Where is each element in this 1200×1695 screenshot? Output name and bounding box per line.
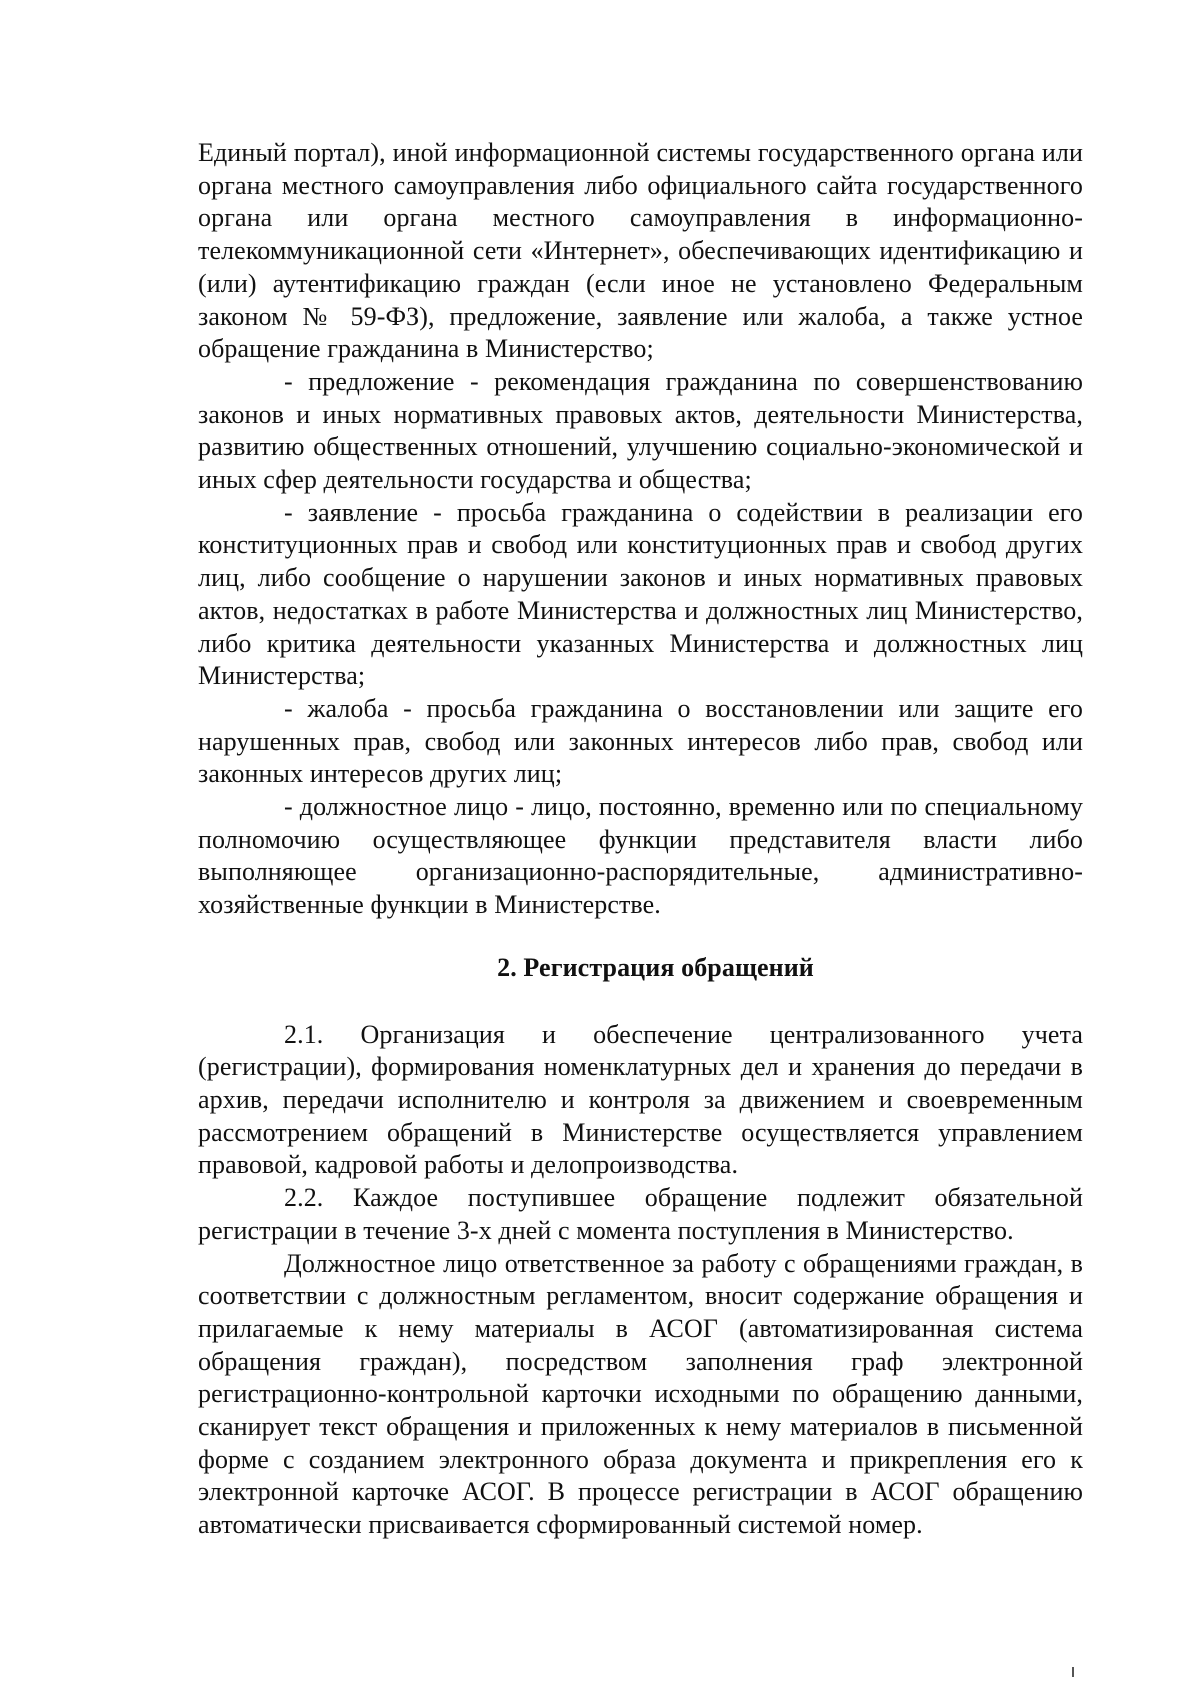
document-body — [198, 137, 1083, 1542]
paragraph-2-2: 2.2. Каждое поступившее обращение подлежит обязательной регистрации в течение 3-х дней с момента поступления в Министерство. — [198, 1183, 1083, 1245]
paragraph-2-1: 2.1. Организация и обеспечение централизованного учета (регистрации), формирования номенклатурных дел и хранения до передачи в архив, передачи исполнителю и контроля за движением и своевременным рассмотрением обращений в Министерстве осуществляется управлением правовой, кадровой работы и делопроизводства. — [198, 1019, 1083, 1180]
paragraph-official-definition: - должностное лицо - лицо, постоянно, временно или по специальному полномочию осуществляющее функции представителя власти либо выполняющее организационно-распорядительные, административно-хозяйственные функции в Министерстве. — [198, 792, 1083, 920]
paragraph-portal-definition: Единый портал), иной информационной системы государственного органа или органа местного самоуправления либо официального сайта государственного органа или органа местного самоуправления в информационно-телекоммуникационной сети «Интернет», обеспечивающих идентификацию и (или) аутентификацию граждан (если иное не установлено Федеральным законом № 59-ФЗ), предложение, заявление или жалоба, а также устное обращение гражданина в Министерство; — [198, 138, 1083, 364]
paragraph-registration-procedure: Должностное лицо ответственное за работу с обращениями граждан, в соответствии с должностным регламентом, вносит содержание обращения и прилагаемые к нему материалы в АСОГ (автоматизированная система обращения граждан), посредством заполнения граф электронной регистрационно-контрольной карточки исходными по обращению данными, сканирует текст обращения и приложенных к нему материалов в письменной форме с созданием электронного образа документа и прикрепления его к электронной карточке АСОГ. В процессе регистрации в АСОГ обращению автоматически присваивается сформированный системой номер. — [198, 1248, 1083, 1540]
paragraph-complaint-definition: - жалоба - просьба гражданина о восстановлении или защите его нарушенных прав, свобод или законных интересов либо прав, свобод или законных интересов других лиц; — [198, 693, 1083, 789]
scan-artifact-mark — [1072, 1667, 1074, 1677]
paragraph-statement-definition: - заявление - просьба гражданина о содействии в реализации его конституционных прав и свобод или конституционных прав и свобод других лиц, либо сообщение о нарушении законов и иных нормативных правовых актов, недостатках в работе Министерства и должностных лиц Министерство, либо критика деятельности указанных Министерства и должностных лиц Министерства; — [198, 497, 1083, 691]
paragraph-proposal-definition: - предложение - рекомендация гражданина по совершенствованию законов и иных нормативных правовых актов, деятельности Министерства, развитию общественных отношений, улучшению социально-экономической и иных сфер деятельности государства и общества; — [198, 366, 1083, 495]
section-heading: 2. Регистрация обращений — [497, 952, 814, 982]
